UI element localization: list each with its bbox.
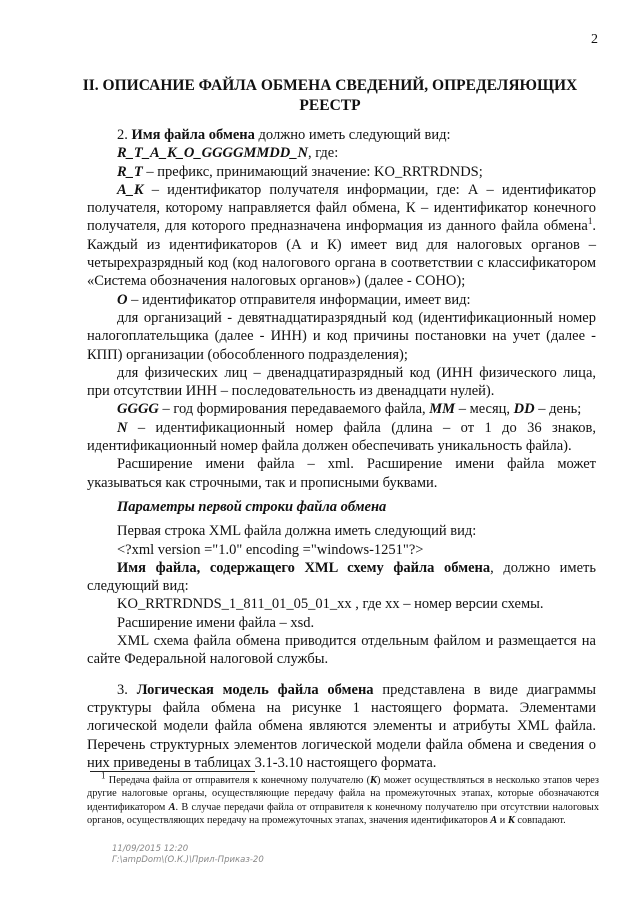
paragraph-extension: Расширение имени файла – xml. Расширение имени файла может указываться как строчными, так и прописными буквами. bbox=[87, 456, 596, 491]
footnote-text: $^1$ Передача файла от отправителя к конечному получателю (К) может осуществляться в несколько этапов через другие налоговые органы, осуществляющие передачу файла на промежуточных этапах, которые обозначаются идентификатором А. В случае передачи файла от отправителя к конечному получателю при отсутствии налоговых органов, осуществляющих передачу на промежуточных этапах, значения идентификаторов А и К совпадают. bbox=[87, 770, 599, 827]
footnote-separator bbox=[90, 771, 255, 772]
page-number: 2 bbox=[591, 32, 598, 47]
paragraph-schema-name: Имя файла, содержащего XML схему файла обмена, должно иметь следующий вид: bbox=[87, 559, 596, 595]
paragraph-recipient-id: A_K – идентификатор получателя информации, где: А – идентификатор получателя, которому направляется файл обмена, К – идентификатор конечного получателя, для которого предназначена информация из данного файла обмена$^1$. Каждый из идентификаторов (А и К) имеет вид для налоговых органов – четырехразрядный код (код налогового органа в соответствии с классификатором «Система обозначения налоговых органов») (далее - СОНО); bbox=[87, 181, 596, 290]
paragraph-schema-filename: KO_RRTRDNDS_1_811_01_05_01_xx , где хх – номер версии схемы. bbox=[117, 596, 544, 613]
file-stamp bbox=[112, 844, 264, 866]
paragraph-xml-declaration: <?xml version ="1.0" encoding ="windows-1251"?> bbox=[117, 541, 424, 558]
paragraph-file-name: 2. Имя файла обмена должно иметь следующий вид: bbox=[117, 127, 451, 143]
paragraph-logical-model: 3. Логическая модель файла обмена представлена в виде диаграммы структуры файла обмена на рисунке 1 настоящего формата. Элементами логической модели файла обмена являются элементы и атрибуты XML файла. Перечень структурных элементов логической модели файла обмена и сведения о них приведены в таблицах 3.1-3.10 настоящего формата. bbox=[87, 681, 597, 771]
document-body bbox=[87, 126, 596, 772]
footnote-ref: 1 bbox=[587, 216, 593, 227]
paragraph-organizations: для организаций - девятнадцатиразрядный код (идентификационный номер налогоплательщика (далее - ИНН) и код причины постановки на учет (далее - КПП) организации (обособленного подразделения); bbox=[87, 309, 596, 363]
footnote bbox=[87, 770, 599, 828]
stamp-path: Г:\ampDom\(О.К.)\Прил-Приказ-20 bbox=[112, 855, 264, 865]
paragraph-schema-location: XML схема файла обмена приводится отдельным файлом и размещается на сайте Федеральной налоговой службы. bbox=[87, 633, 596, 668]
paragraph-file-number: N – идентификационный номер файла (длина – от 1 до 36 знаков, идентификационный номер файла должен обеспечивать уникальность файла). bbox=[87, 419, 596, 455]
stamp-date: 11/09/2015 12:20 bbox=[112, 844, 189, 854]
paragraph-individuals: для физических лиц – двенадцатиразрядный код (ИНН физического лица, при отсутствии ИНН – последовательность из двенадцати нулей). bbox=[87, 364, 596, 400]
paragraph-date: GGGG – год формирования передаваемого файла, MM – месяц, DD – день; bbox=[117, 401, 582, 418]
paragraph-schema-extension: Расширение имени файла – xsd. bbox=[117, 614, 315, 631]
subheading-first-line: Параметры первой строки файла обмена bbox=[117, 498, 387, 515]
paragraph-prefix: R_T – префикс, принимающий значение: KO_RRTRDNDS; bbox=[117, 163, 483, 180]
section-title: II. ОПИСАНИЕ ФАЙЛА ОБМЕНА СВЕДЕНИЙ, ОПРЕДЕЛЯЮЩИХ РЕЕСТР bbox=[82, 77, 578, 114]
paragraph-sender-id: O – идентификатор отправителя информации, имеет вид: bbox=[117, 291, 471, 308]
paragraph-file-pattern: R_T_A_K_O_GGGGMMDD_N, где: bbox=[117, 145, 339, 162]
paragraph-first-line: Первая строка XML файла должна иметь следующий вид: bbox=[117, 523, 477, 540]
